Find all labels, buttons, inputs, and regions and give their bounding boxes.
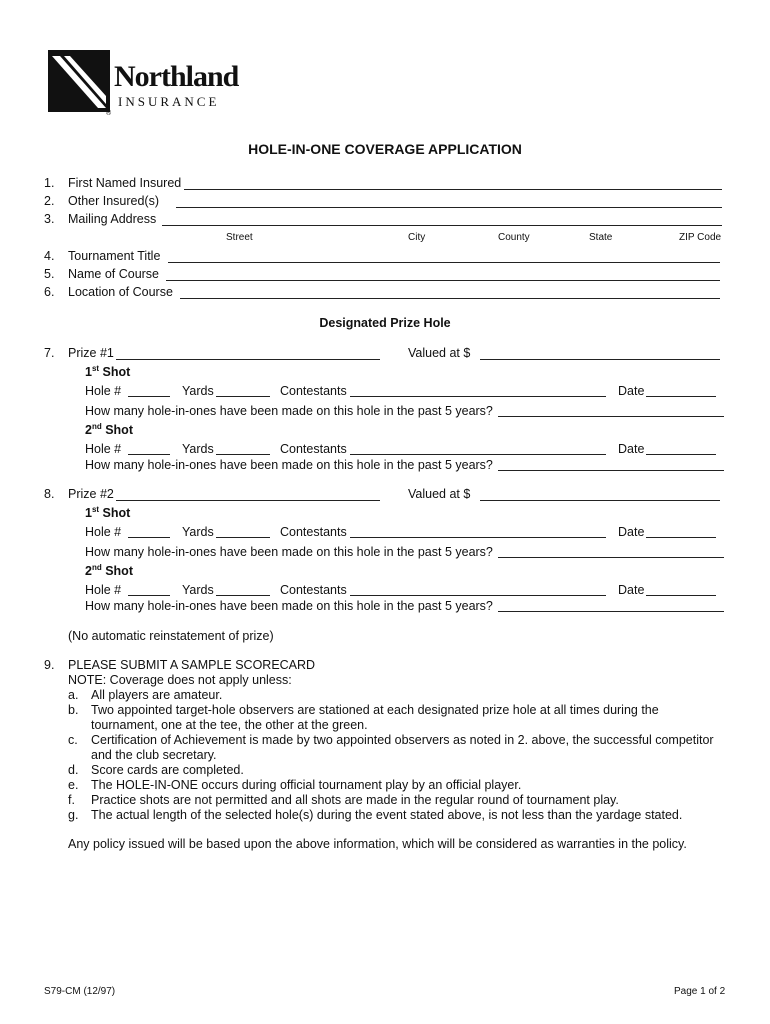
p1s2-contestants-input[interactable] xyxy=(350,454,606,455)
hole-label: Hole # xyxy=(85,525,122,539)
mailing-address-input[interactable] xyxy=(162,225,722,226)
logo-sub: INSURANCE xyxy=(118,94,220,109)
prize-1-label: Prize #1 xyxy=(68,346,114,360)
prize-2-label: Prize #2 xyxy=(68,487,114,501)
p2s2-yards-input[interactable] xyxy=(216,595,270,596)
p2s1-contestants-input[interactable] xyxy=(350,537,606,538)
designated-prize-heading: Designated Prize Hole xyxy=(319,316,451,330)
item-9-heading: PLEASE SUBMIT A SAMPLE SCORECARD xyxy=(68,658,316,672)
contestants-label: Contestants xyxy=(280,442,347,456)
p2s1-hole-input[interactable] xyxy=(128,537,170,538)
p1s2-how-many-input[interactable] xyxy=(498,470,724,471)
condition-g-key: g. xyxy=(68,808,79,822)
addr-zip-label: ZIP Code xyxy=(679,232,722,243)
condition-b-key: b. xyxy=(68,703,79,717)
p1s2-yards-input[interactable] xyxy=(216,454,270,455)
field-1-label: First Named Insured xyxy=(68,176,182,190)
p1s1-yards-input[interactable] xyxy=(216,396,270,397)
date-label: Date xyxy=(618,525,645,539)
logo-mark-icon xyxy=(48,50,110,112)
prize-2-shot-2-heading: 2nd Shot xyxy=(85,563,133,579)
field-2-label: Other Insured(s) xyxy=(68,194,160,208)
yards-label: Yards xyxy=(182,525,214,539)
prize-2-valued-label: Valued at $ xyxy=(408,487,471,501)
yards-label: Yards xyxy=(182,442,214,456)
condition-b-text: Two appointed target-hole observers are stationed at each designated prize hole at all times during the xyxy=(91,703,659,717)
prize-2-value-input[interactable] xyxy=(480,500,720,501)
addr-state-label: State xyxy=(589,232,613,243)
condition-g-text: The actual length of the selected hole(s) during the event stated above, is not less than the yardage stated. xyxy=(91,808,683,822)
field-3-num: 3. xyxy=(44,212,55,226)
p2s1-yards-input[interactable] xyxy=(216,537,270,538)
field-6-label: Location of Course xyxy=(68,285,173,299)
how-many-label: How many hole-in-ones have been made on this hole in the past 5 years? xyxy=(85,599,493,613)
contestants-label: Contestants xyxy=(280,583,347,597)
field-1-num: 1. xyxy=(44,176,55,190)
field-4-label: Tournament Title xyxy=(68,249,161,263)
p2s1-how-many-input[interactable] xyxy=(498,557,724,558)
how-many-label: How many hole-in-ones have been made on this hole in the past 5 years? xyxy=(85,458,493,472)
northland-logo xyxy=(48,50,238,120)
other-insured-input[interactable] xyxy=(176,207,722,208)
logo-registered: ® xyxy=(106,110,112,117)
form-number: S79-CM (12/97) xyxy=(44,986,116,997)
prize-1-num: 7. xyxy=(44,346,55,360)
date-label: Date xyxy=(618,384,645,398)
prize-2-num: 8. xyxy=(44,487,55,501)
warranty-statement: Any policy issued will be based upon the above information, which will be considered as warranties in the policy. xyxy=(68,837,687,851)
p1s1-date-input[interactable] xyxy=(646,396,716,397)
addr-street-label: Street xyxy=(226,232,253,243)
how-many-label: How many hole-in-ones have been made on this hole in the past 5 years? xyxy=(85,404,493,418)
p1s2-hole-input[interactable] xyxy=(128,454,170,455)
field-4-num: 4. xyxy=(44,249,55,263)
course-location-input[interactable] xyxy=(180,298,720,299)
item-9-note: NOTE: Coverage does not apply unless: xyxy=(68,673,292,687)
hole-label: Hole # xyxy=(85,583,122,597)
page-title: HOLE-IN-ONE COVERAGE APPLICATION xyxy=(248,141,522,157)
field-2-num: 2. xyxy=(44,194,55,208)
condition-c-text-2: and the club secretary. xyxy=(91,748,217,762)
yards-label: Yards xyxy=(182,583,214,597)
condition-a-key: a. xyxy=(68,688,79,702)
condition-f-text: Practice shots are not permitted and all shots are made in the regular round of tournament play. xyxy=(91,793,619,807)
prize-1-value-input[interactable] xyxy=(480,359,720,360)
field-5-label: Name of Course xyxy=(68,267,160,281)
p2s2-hole-input[interactable] xyxy=(128,595,170,596)
condition-e-text: The HOLE-IN-ONE occurs during official tournament play by an official player. xyxy=(91,778,522,792)
condition-c-text: Certification of Achievement is made by two appointed observers as noted in 2. above, the successful competitor xyxy=(91,733,714,747)
prize-1-shot-2-heading: 2nd Shot xyxy=(85,422,133,438)
condition-c-key: c. xyxy=(68,733,78,747)
prize-1-input[interactable] xyxy=(116,359,380,360)
p2s2-date-input[interactable] xyxy=(646,595,716,596)
addr-county-label: County xyxy=(498,232,530,243)
no-reinstatement-note: (No automatic reinstatement of prize) xyxy=(68,629,274,643)
p2s2-how-many-input[interactable] xyxy=(498,611,724,612)
date-label: Date xyxy=(618,583,645,597)
p1s1-contestants-input[interactable] xyxy=(350,396,606,397)
p2s2-contestants-input[interactable] xyxy=(350,595,606,596)
p2s1-date-input[interactable] xyxy=(646,537,716,538)
date-label: Date xyxy=(618,442,645,456)
condition-e-key: e. xyxy=(68,778,79,792)
contestants-label: Contestants xyxy=(280,525,347,539)
page-number: Page 1 of 2 xyxy=(674,986,726,997)
condition-f-key: f. xyxy=(68,793,75,807)
course-name-input[interactable] xyxy=(166,280,720,281)
p1s1-how-many-input[interactable] xyxy=(498,416,724,417)
condition-d-text: Score cards are completed. xyxy=(91,763,244,777)
field-3-label: Mailing Address xyxy=(68,212,157,226)
logo-brand: Northland xyxy=(114,60,239,93)
prize-2-input[interactable] xyxy=(116,500,380,501)
yards-label: Yards xyxy=(182,384,214,398)
field-5-num: 5. xyxy=(44,267,55,281)
prize-1-valued-label: Valued at $ xyxy=(408,346,471,360)
addr-city-label: City xyxy=(408,232,426,243)
condition-d-key: d. xyxy=(68,763,79,777)
hole-label: Hole # xyxy=(85,384,122,398)
p1s1-hole-input[interactable] xyxy=(128,396,170,397)
tournament-title-input[interactable] xyxy=(168,262,720,263)
contestants-label: Contestants xyxy=(280,384,347,398)
field-6-num: 6. xyxy=(44,285,55,299)
prize-2-shot-1-heading: 1st Shot xyxy=(85,505,131,521)
condition-a-text: All players are amateur. xyxy=(91,688,223,702)
how-many-label: How many hole-in-ones have been made on this hole in the past 5 years? xyxy=(85,545,493,559)
first-named-insured-input[interactable] xyxy=(184,189,722,190)
hole-label: Hole # xyxy=(85,442,122,456)
condition-b-text-2: tournament, one at the tee, the other at the green. xyxy=(91,718,368,732)
item-9-num: 9. xyxy=(44,658,55,672)
p1s2-date-input[interactable] xyxy=(646,454,716,455)
prize-1-shot-1-heading: 1st Shot xyxy=(85,364,131,380)
